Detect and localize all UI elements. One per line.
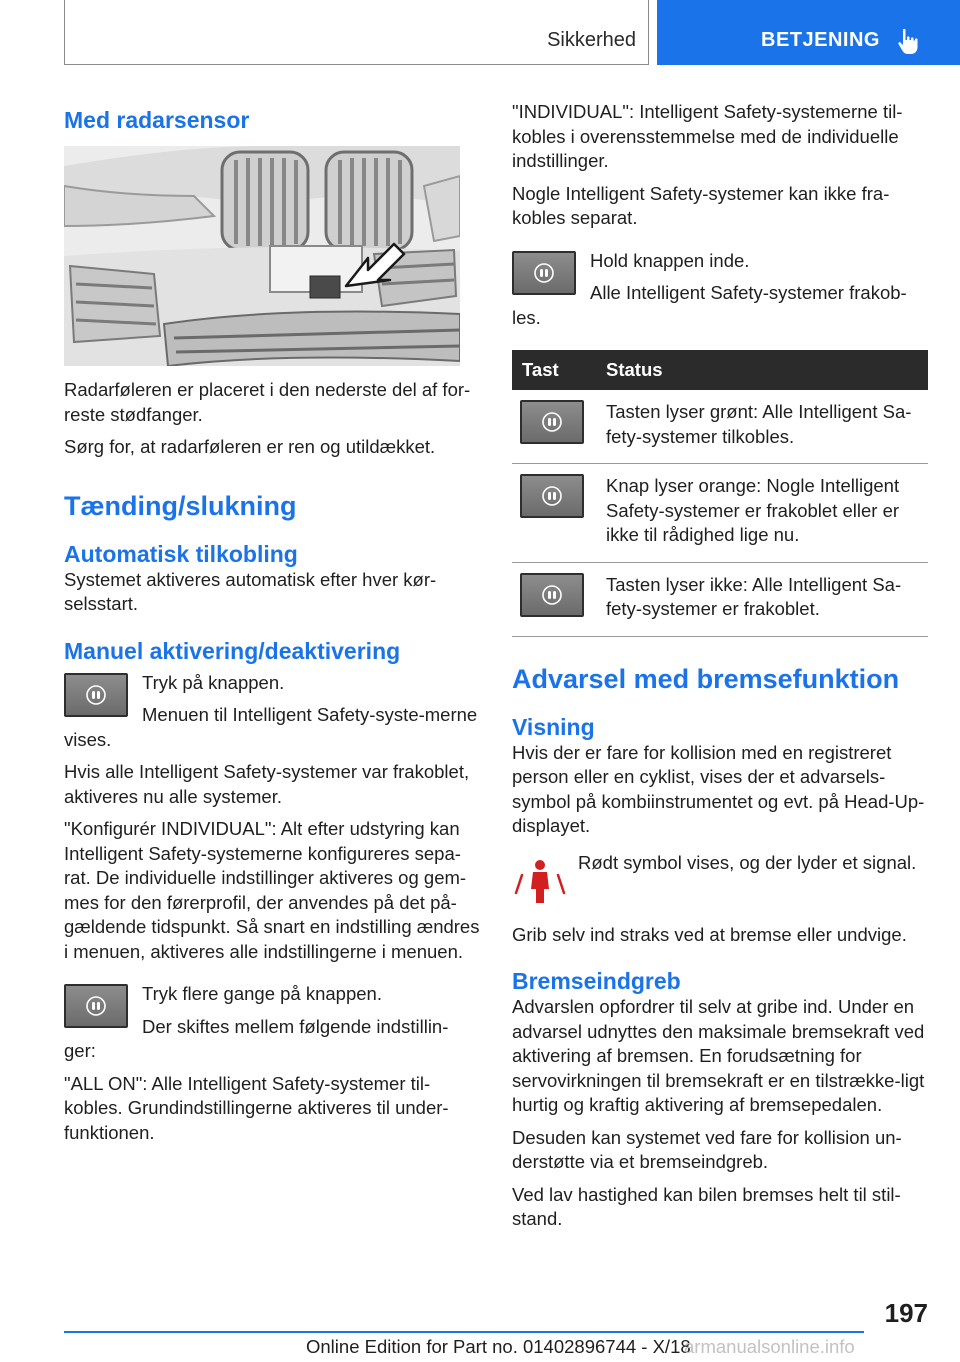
heading-advarsel: Advarsel med bremsefunktion <box>512 663 900 694</box>
button-off-icon <box>520 573 584 617</box>
header-chapter-title: BETJENING <box>761 29 880 51</box>
table-header-row <box>512 350 928 390</box>
heading-visning: Visning <box>512 713 595 740</box>
right-column <box>512 100 928 1232</box>
text-bremse-2: Desuden kan systemet ved fare for kollision un-derstøtte via et bremseindgreb. <box>512 1126 902 1172</box>
table-header-tast: Tast <box>512 350 596 390</box>
car-front-illustration <box>64 146 460 366</box>
table-cell-icon <box>512 464 596 563</box>
safety-symbol-icon <box>85 995 107 1017</box>
text-bremse-3: Ved lav hastighed kan bilen bremses helt til stil-stand. <box>512 1183 901 1229</box>
safety-symbol-icon <box>541 411 563 433</box>
table-cell-icon <box>512 562 596 636</box>
text-grib: Grib selv ind straks ved at bremse eller undvige. <box>512 923 907 945</box>
page-number: 197 <box>884 1298 928 1328</box>
text-hold: Hold knappen inde. <box>590 249 750 271</box>
heading-bremse: Bremseindgreb <box>512 968 681 994</box>
button-green-icon <box>520 400 584 444</box>
heading-auto: Automatisk tilkobling <box>64 540 298 567</box>
intelligent-safety-button-icon <box>64 984 128 1028</box>
text-visning: Hvis der er fare for kollision med en registreret person eller en cyklist, vises der et advarsels-symbol på kombiinstrumentet og evt. på Head-Up-displayet. <box>512 741 925 836</box>
text-menu: Menuen til Intelligent Safety-syste-merne vises. <box>64 704 478 750</box>
text-all-on: "ALL ON": Alle Intelligent Safety-systemer til-kobles. Grundindstillingerne aktiveres til under-funktionen. <box>64 1072 449 1143</box>
safety-symbol-icon <box>541 485 563 507</box>
table-header-status: Status <box>596 350 928 390</box>
table-cell-status: Tasten lyser grønt: Alle Intelligent Sa-fety-systemer tilkobles. <box>596 390 928 464</box>
table-row <box>512 562 928 636</box>
text-nogle: Nogle Intelligent Safety-systemer kan ikke fra-kobles separat. <box>512 182 890 228</box>
footer-edition: Online Edition for Part no. 01402896744 - X/18 <box>306 1336 691 1357</box>
table-row <box>512 464 928 563</box>
instruction-press-repeatedly <box>64 982 480 1064</box>
warning-symbol-line <box>512 851 928 915</box>
header-section-tab <box>64 0 649 65</box>
button-orange-icon <box>520 474 584 518</box>
text-konfig: "Konfigurér INDIVIDUAL": Alt efter udstyring kan Intelligent Safety-systemerne konfigureres sepa-rat. De individuelle indstillinger aktiveres og gem-mes for den førerprofil, der anvendes på det på-gældende tidspunkt. Så snart en indstilling ændres i menuen, aktiveres alle indstillingerne i menuen. <box>64 818 480 962</box>
left-column <box>64 100 480 1145</box>
hand-pointer-icon <box>895 26 925 56</box>
instruction-press-button <box>64 671 480 753</box>
text-hvis: Hvis alle Intelligent Safety-systemer var frakoblet, aktiveres nu alle systemer. <box>64 761 470 807</box>
heading-radar: Med radarsensor <box>64 107 250 133</box>
intelligent-safety-button-icon <box>64 673 128 717</box>
text-tryk: Tryk på knappen. <box>142 671 285 693</box>
text-radar-clean: Sørg for, at radarføleren er ren og utildækket. <box>64 436 436 457</box>
text-individual: "INDIVIDUAL": Intelligent Safety-systemerne til-kobles i overensstemmelse med de individuelle indstillinger. <box>512 101 903 171</box>
footer-rule <box>64 1331 864 1333</box>
heading-taending: Tænding/slukning <box>64 490 297 521</box>
table-cell-status: Tasten lyser ikke: Alle Intelligent Sa-fety-systemer er frakoblet. <box>596 562 928 636</box>
heading-manuel: Manuel aktivering/deaktivering <box>64 637 401 664</box>
safety-symbol-icon <box>533 262 555 284</box>
safety-symbol-icon <box>541 584 563 606</box>
pedestrian-warning-icon <box>512 853 568 909</box>
text-bremse-1: Advarslen opfordrer til selv at gribe ind. Under en advarsel udnyttes den maksimale bremsekraft ved aktivering af bremsen. En forudsætning for servovirkningen til bremsekraft er en tilstrække-ligt hurtig og kraftig aktivering af bremsepedalen. <box>512 996 925 1115</box>
table-cell-icon <box>512 390 596 464</box>
text-tryk-flere: Tryk flere gange på knappen. <box>142 983 382 1004</box>
text-auto: Systemet aktiveres automatisk efter hver kør-selsstart. <box>64 568 437 614</box>
footer-watermark: armanualsonline.info <box>684 1336 855 1357</box>
text-alle-frakob: Alle Intelligent Safety-systemer frakob-les. <box>512 282 907 328</box>
instruction-hold-button <box>512 249 928 331</box>
table-cell-status: Knap lyser orange: Nogle Intelligent Safety-systemer er frakoblet eller er ikke til rådighed lige nu. <box>596 464 928 563</box>
safety-symbol-icon <box>85 684 107 706</box>
intelligent-safety-button-icon <box>512 251 576 295</box>
car-front-radar-image <box>64 146 460 366</box>
table-row <box>512 390 928 464</box>
header-chapter-tab[interactable] <box>657 0 960 65</box>
text-skiftes: Der skiftes mellem følgende indstillin-ger: <box>64 1015 449 1061</box>
text-radar-location: Radarføleren er placeret i den nederste del af for-reste stødfanger. <box>64 379 471 425</box>
button-status-table <box>512 350 928 637</box>
text-roedt: Rødt symbol vises, og der lyder et signal. <box>578 851 917 873</box>
header-section-title: Sikkerhed <box>547 29 636 51</box>
